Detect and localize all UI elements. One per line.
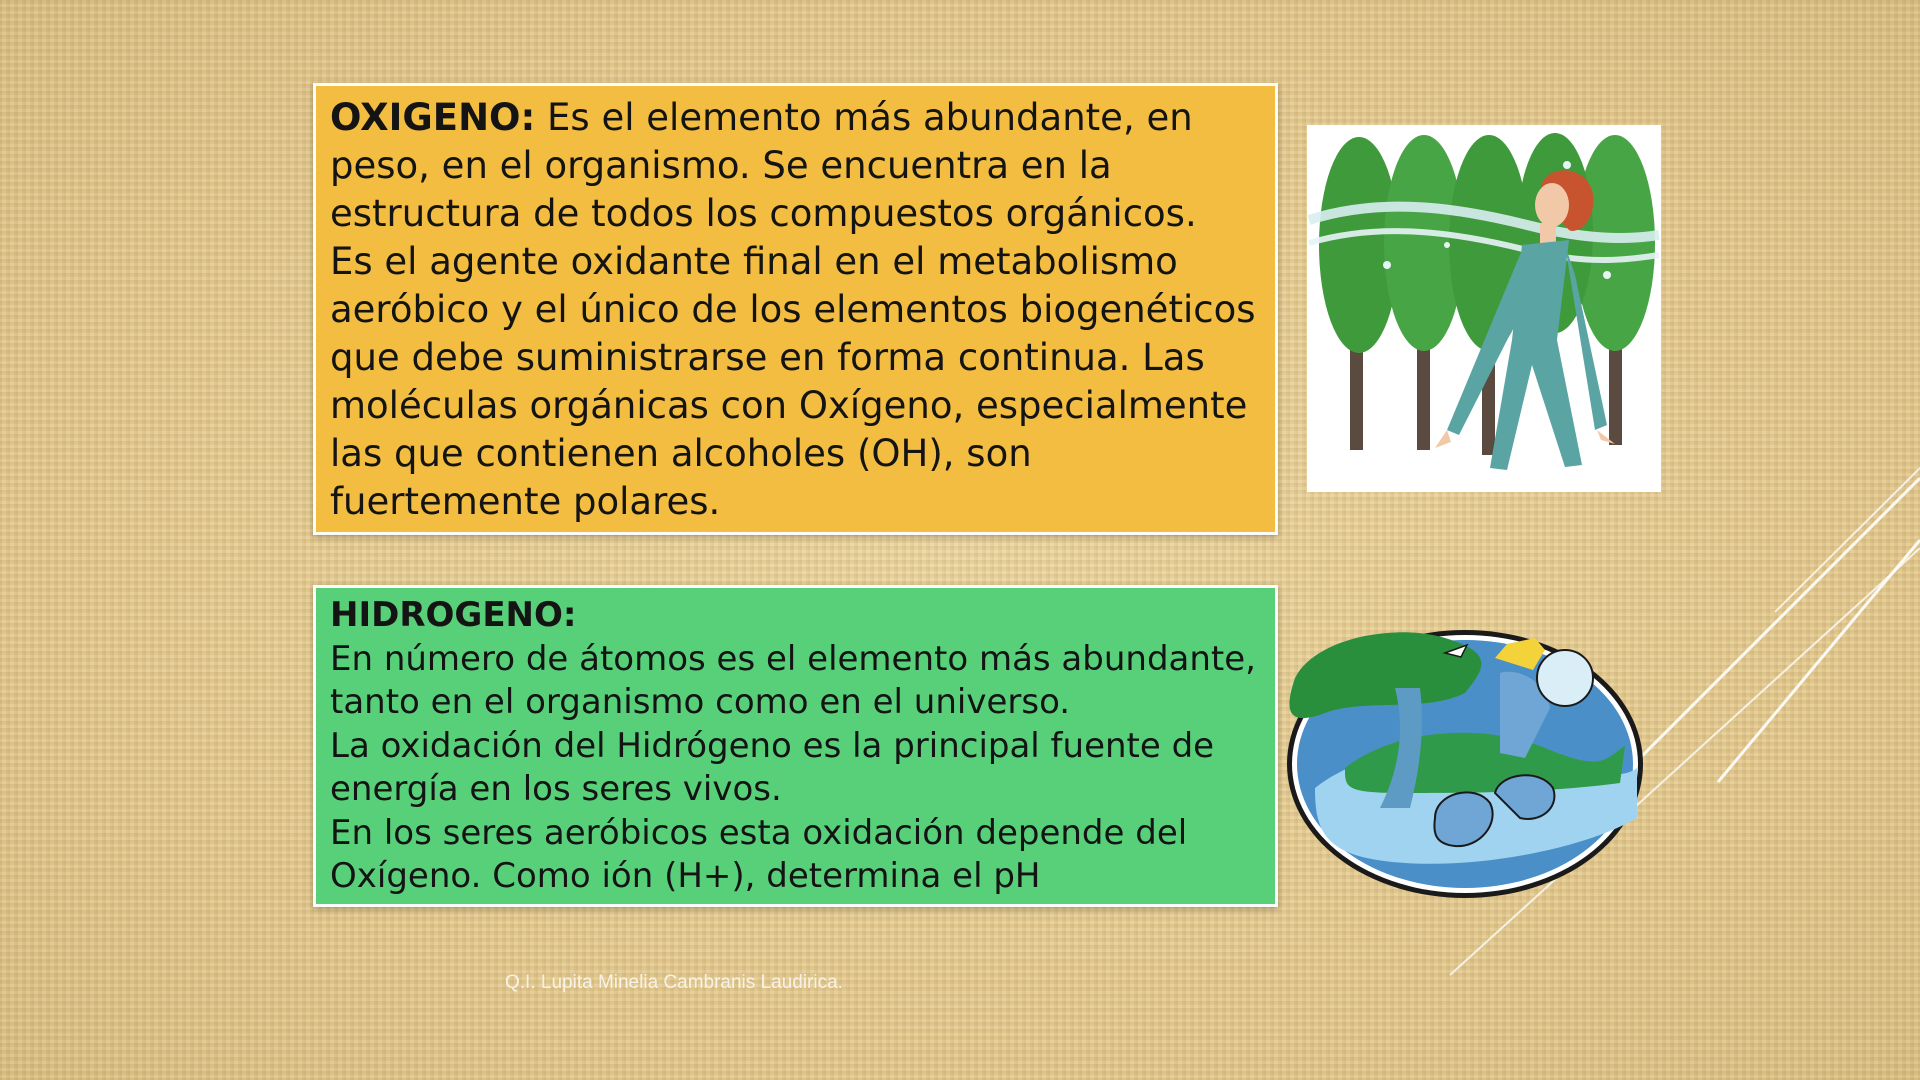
hydrogen-line-2: La oxidación del Hidrógeno es la principal fuente de energía en los seres vivos. xyxy=(330,725,1215,809)
oxygen-intro-text: Es el elemento más abundante, en peso, en el organismo. Se encuentra en la estructura de todos los compuestos orgánicos. xyxy=(330,96,1197,235)
oxygen-text-box xyxy=(313,83,1278,535)
hydrogen-illustration xyxy=(1285,618,1660,903)
oxygen-intro xyxy=(330,94,1265,238)
oxygen-heading: OXIGENO: xyxy=(330,96,536,139)
oxygen-paragraph: Es el agente oxidante final en el metabolismo aeróbico y el único de los elementos biogenéticos que debe suministrarse en forma continua. Las moléculas orgánicas con Oxígeno, especialmente las que contienen alcoholes (OH), son fuertemente polares. xyxy=(330,240,1256,523)
footer-author: Q.I. Lupita Minelia Cambranis Laudirica. xyxy=(505,972,843,993)
hydrogen-heading: HIDROGENO: xyxy=(330,595,577,635)
hydrogen-line-1: En número de átomos es el elemento más abundante, tanto en el organismo como en el universo. xyxy=(330,638,1256,722)
oxygen-illustration xyxy=(1307,125,1661,492)
hydrogen-line-3: En los seres aeróbicos esta oxidación depende del Oxígeno. Como ión (H+), determina el pH xyxy=(330,812,1188,896)
hydrogen-text-box xyxy=(313,585,1278,907)
